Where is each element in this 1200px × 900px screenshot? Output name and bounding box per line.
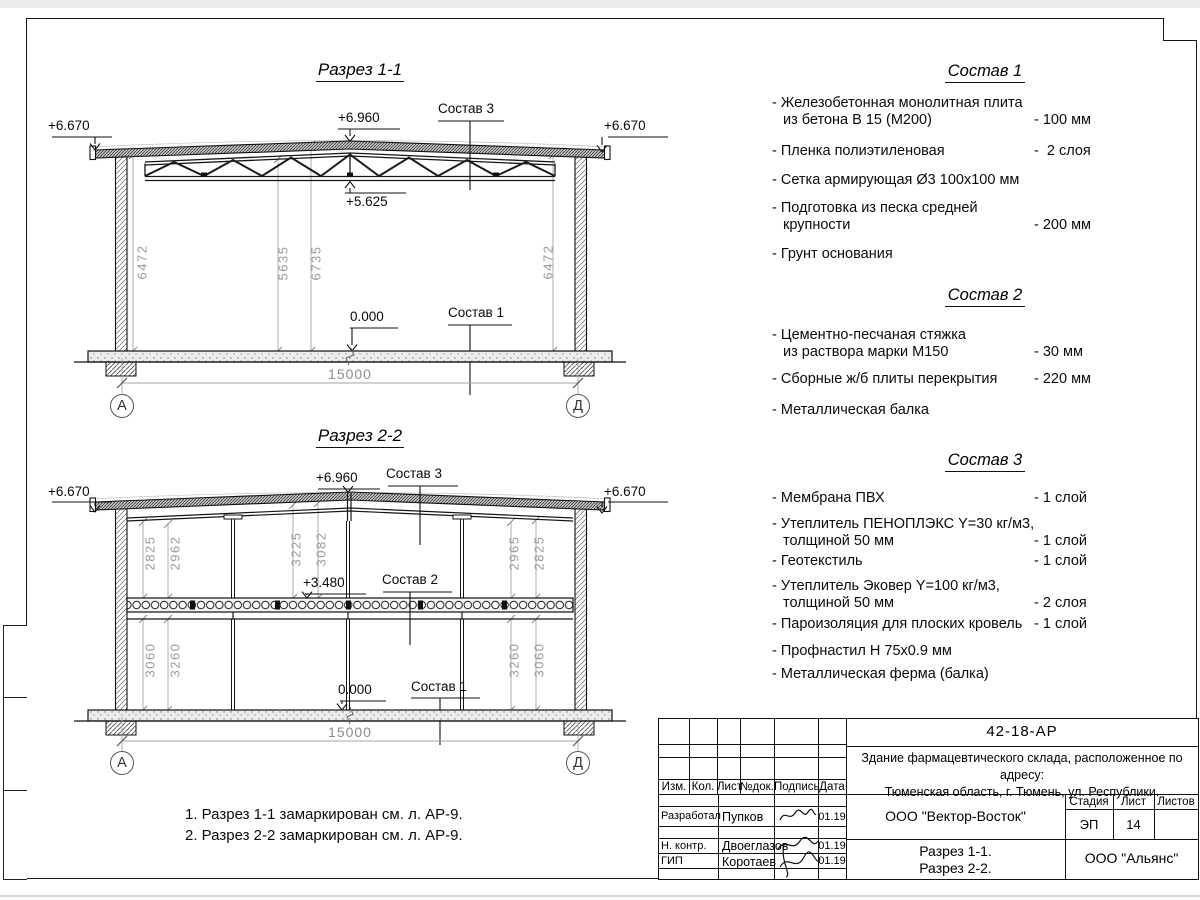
elevation-ridge-1-1: +6.960 bbox=[338, 110, 380, 125]
elevation-truss-1-1: +5.625 bbox=[346, 194, 388, 209]
row-role-developer: Разработал bbox=[661, 810, 721, 822]
spec-item bbox=[772, 172, 1198, 189]
note-2: 2. Разрез 2-2 замаркирован см. л. АР-9. bbox=[185, 827, 463, 844]
col-podpis: Подпись bbox=[774, 781, 820, 793]
spec-1-heading: Состав 1 bbox=[770, 62, 1200, 81]
col-ndok: №док. bbox=[740, 781, 774, 793]
dim-upper-1-2-2: 2825 bbox=[142, 535, 158, 571]
spec-item bbox=[772, 246, 1198, 263]
spec-item-text-cont: из раствора марки М150 bbox=[783, 344, 949, 360]
elevation-floor-2-2: 0.000 bbox=[338, 682, 372, 697]
axis-mark-d-1-1: Д bbox=[573, 398, 583, 414]
dim-upper-5-2-2: 2965 bbox=[506, 535, 522, 571]
floor-layers-callout-2-2: Состав 1 bbox=[411, 679, 467, 694]
spec-item bbox=[772, 643, 1198, 660]
dim-lower-4-2-2: 3060 bbox=[531, 642, 547, 678]
spec-item bbox=[772, 616, 1198, 633]
elevation-slab-2-2: +3.480 bbox=[303, 575, 345, 590]
spec-3-heading: Состав 3 bbox=[770, 451, 1200, 470]
section-2-2-title: Разрез 2-2 bbox=[285, 426, 435, 446]
spec-item bbox=[772, 402, 1198, 419]
elevation-left-2-2: +6.670 bbox=[48, 484, 90, 499]
sheet-label: Лист bbox=[1121, 796, 1146, 808]
row-date-developer: 01.19 bbox=[818, 811, 846, 823]
spec-item-text: - Мембрана ПВХ bbox=[772, 490, 885, 506]
row-name-ncontr: Двоеглазов bbox=[722, 839, 789, 853]
dim-height-mid2-1-1: 6735 bbox=[308, 245, 324, 281]
spec-item-text: - Геотекстиль bbox=[772, 553, 863, 569]
spec-item-text: - Грунт основания bbox=[772, 246, 893, 262]
spec-item bbox=[772, 490, 1198, 507]
spec-item-value: - 200 мм bbox=[1034, 217, 1092, 233]
spec-item bbox=[772, 143, 1198, 160]
row-role-gip: ГИП bbox=[661, 855, 683, 867]
binding-box-3 bbox=[3, 790, 27, 880]
axis-mark-a-1-1: А bbox=[117, 398, 127, 414]
spec-item bbox=[772, 516, 1198, 550]
spec-item bbox=[772, 95, 1198, 129]
spec-item-text-cont: толщиной 50 мм bbox=[783, 533, 895, 549]
spec-2-heading: Состав 2 bbox=[770, 286, 1200, 305]
project-name: Здание фармацевтического склада, расположенное по адресу: Тюменская область, г. Тюмень, ул. Республики. bbox=[861, 751, 1183, 799]
title-block bbox=[658, 718, 1199, 880]
sheet-top-margin bbox=[0, 0, 1200, 8]
col-data: Дата bbox=[819, 781, 845, 793]
spec-item-value: - 2 слоя bbox=[1034, 143, 1091, 159]
spec-item-text: - Профнастил Н 75х0.9 мм bbox=[772, 643, 952, 659]
spec-item-text: - Пленка полиэтиленовая bbox=[772, 143, 945, 159]
spec-item-text: - Подготовка из песка средней bbox=[772, 200, 978, 216]
axis-mark-a-2-2: А bbox=[117, 755, 127, 771]
dim-upper-6-2-2: 2825 bbox=[531, 535, 547, 571]
spec-item bbox=[772, 666, 1198, 683]
spec-item-value: - 1 слой bbox=[1034, 616, 1087, 632]
contractor-org: ООО "Альянс" bbox=[1084, 850, 1179, 866]
dim-upper-4-2-2: 3082 bbox=[313, 531, 329, 567]
designer-org: ООО "Вектор-Восток" bbox=[885, 808, 1026, 824]
spec-item-value: - 30 мм bbox=[1034, 344, 1083, 360]
mid-layers-callout-2-2: Состав 2 bbox=[382, 572, 438, 587]
sheet-content: Разрез 1-1. Разрез 2-2. bbox=[919, 843, 992, 876]
spec-item bbox=[772, 371, 1198, 388]
row-name-gip: Коротаев bbox=[722, 855, 776, 869]
row-name-developer: Пупков bbox=[722, 810, 764, 824]
row-date-ncontr: 01.19 bbox=[818, 840, 846, 852]
sheets-label: Листов bbox=[1157, 796, 1195, 808]
spec-item-text: - Металлическая ферма (балка) bbox=[772, 666, 989, 682]
spec-item-value: - 1 слой bbox=[1034, 553, 1087, 569]
roof-layers-callout-2-2: Состав 3 bbox=[386, 466, 442, 481]
elevation-right-1-1: +6.670 bbox=[604, 118, 646, 133]
roof-layers-callout-1-1: Состав 3 bbox=[438, 101, 494, 116]
doc-number: 42-18-АР bbox=[986, 723, 1058, 740]
binding-box-1 bbox=[3, 625, 27, 699]
dim-lower-2-2-2: 3260 bbox=[167, 642, 183, 678]
spec-item-text-cont: крупности bbox=[783, 217, 851, 233]
notes bbox=[185, 804, 463, 846]
spec-item-value: - 2 слоя bbox=[1034, 595, 1087, 611]
col-izm: Изм. bbox=[661, 781, 687, 793]
stage-value: ЭП bbox=[1079, 817, 1099, 832]
axis-mark-d-2-2: Д bbox=[573, 755, 583, 771]
spec-item-text: - Утеплитель ПЕНОПЛЭКС Y=30 кг/м3, bbox=[772, 516, 1035, 532]
elevation-floor-1-1: 0.000 bbox=[350, 309, 384, 324]
dim-lower-1-2-2: 3060 bbox=[142, 642, 158, 678]
row-role-ncontr: Н. контр. bbox=[661, 840, 707, 852]
spec-item-text: - Сборные ж/б плиты перекрытия bbox=[772, 371, 998, 387]
signature-developer bbox=[776, 807, 818, 825]
spec-item-text: - Сетка армирующая Ø3 100х100 мм bbox=[772, 172, 1020, 188]
dim-height-left-1-1: 6472 bbox=[134, 244, 150, 280]
floor-layers-callout-1-1: Состав 1 bbox=[448, 305, 504, 320]
spec-item-value: - 100 мм bbox=[1034, 112, 1092, 128]
note-1: 1. Разрез 1-1 замаркирован см. л. АР-9. bbox=[185, 806, 463, 823]
spec-item bbox=[772, 327, 1198, 361]
col-list: Лист bbox=[717, 781, 742, 793]
spec-item-text: - Железобетонная монолитная плита bbox=[772, 95, 1023, 111]
dim-height-mid1-1-1: 5635 bbox=[275, 245, 291, 281]
dim-upper-3-2-2: 3225 bbox=[288, 531, 304, 567]
dim-span-1-1: 15000 bbox=[328, 366, 372, 382]
spec-item bbox=[772, 200, 1198, 234]
elevation-right-2-2: +6.670 bbox=[604, 484, 646, 499]
sheet-bottom-edge bbox=[0, 895, 1200, 897]
col-kol: Кол. bbox=[691, 781, 715, 793]
spec-item-text: - Пароизоляция для плоских кровель bbox=[772, 616, 1023, 632]
row-date-gip: 01.19 bbox=[818, 855, 846, 867]
dim-lower-3-2-2: 3260 bbox=[506, 642, 522, 678]
spec-item-text: - Цементно-песчаная стяжка bbox=[772, 327, 966, 343]
section-1-1-title: Разрез 1-1 bbox=[285, 60, 435, 80]
doc-number-corner-box bbox=[1163, 18, 1197, 41]
spec-item-value: - 1 слой bbox=[1034, 533, 1087, 549]
sheet-number: 14 bbox=[1126, 817, 1141, 832]
binding-box-2 bbox=[3, 697, 27, 792]
spec-item-value: - 1 слой bbox=[1034, 490, 1087, 506]
spec-item bbox=[772, 578, 1198, 612]
spec-item-text: - Утеплитель Эковер Y=100 кг/м3, bbox=[772, 578, 1000, 594]
dim-upper-2-2-2: 2962 bbox=[167, 535, 183, 571]
spec-item-text: - Металлическая балка bbox=[772, 402, 929, 418]
spec-item-text-cont: из бетона В 15 (М200) bbox=[783, 112, 932, 128]
spec-item bbox=[772, 553, 1198, 570]
dim-height-right-1-1: 6472 bbox=[540, 244, 556, 280]
signature-ncontr-gip bbox=[772, 835, 822, 879]
stage-label: Стадия bbox=[1069, 796, 1109, 808]
elevation-left-1-1: +6.670 bbox=[48, 118, 90, 133]
spec-item-value: - 220 мм bbox=[1034, 371, 1092, 387]
dim-span-2-2: 15000 bbox=[328, 724, 372, 740]
spec-item-text-cont: толщиной 50 мм bbox=[783, 595, 895, 611]
elevation-ridge-2-2: +6.960 bbox=[316, 470, 358, 485]
